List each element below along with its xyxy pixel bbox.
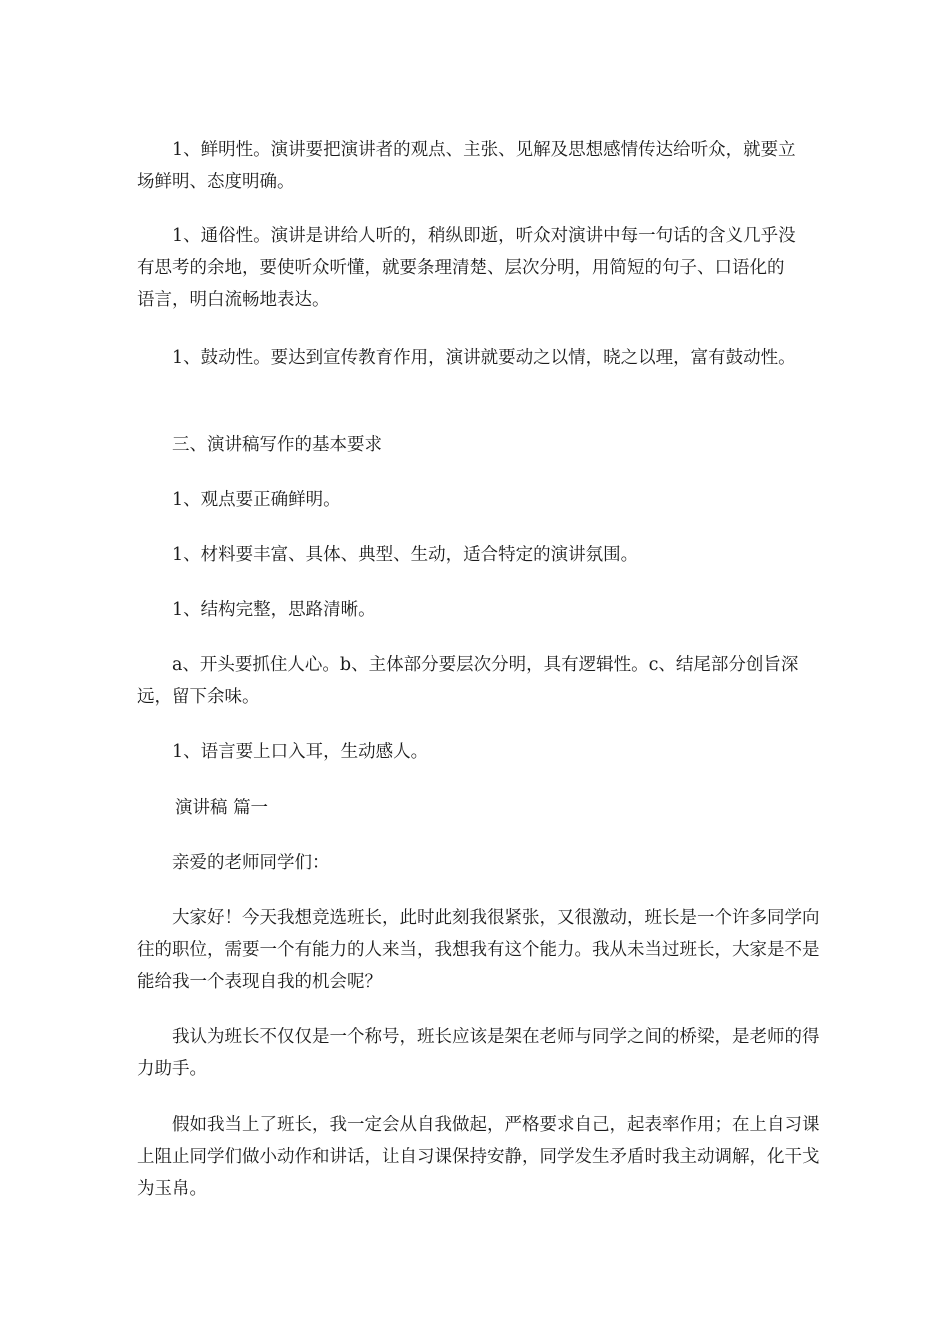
paragraph-inspiring: 1、鼓动性。要达到宣传教育作用，演讲就要动之以情，晓之以理，富有鼓动性。 [172, 348, 796, 368]
paragraph-viewpoint: 1、观点要正确鲜明。 [172, 490, 341, 510]
speech-paragraph-intro: 大家好！今天我想竞选班长，此时此刻我很紧张，又很激动，班长是一个许多同学向往的职位，需要一个有能力的人来当，我想我有这个能力。我从未当过班长，大家是不是能给我一个表现自我的机会呢？ [137, 908, 820, 992]
speech-paragraph-role: 我认为班长不仅仅是一个称号，班长应该是架在老师与同学之间的桥梁，是老师的得力助手。 [137, 1027, 820, 1079]
section-heading-requirements: 三、演讲稿写作的基本要求 [172, 435, 382, 455]
speech-paragraph-promise: 假如我当上了班长，我一定会从自我做起，严格要求自己，起表率作用；在上自习课上阻止同学们做小动作和讲话，让自习课保持安静，同学发生矛盾时我主动调解，化干戈为玉帛。 [137, 1115, 820, 1199]
paragraph-opening-body-ending: a、开头要抓住人心。b、主体部分要层次分明，具有逻辑性。c、结尾部分创旨深远，留下余味。 [137, 655, 799, 707]
section-title: 演讲稿 篇一 [175, 798, 269, 818]
speech-greeting: 亲爱的老师同学们： [172, 853, 330, 873]
paragraph-vividness: 1、鲜明性。演讲要把演讲者的观点、主张、见解及思想感情传达给听众，就要立场鲜明、态度明确。 [137, 140, 796, 192]
paragraph-material: 1、材料要丰富、具体、典型、生动，适合特定的演讲氛围。 [172, 545, 639, 565]
paragraph-language: 1、语言要上口入耳，生动感人。 [172, 742, 429, 762]
paragraph-popularity: 1、通俗性。演讲是讲给人听的，稍纵即逝，听众对演讲中每一句话的含义几乎没有思考的余地，要使听众听懂，就要条理清楚、层次分明，用简短的句子、口语化的语言，明白流畅地表达。 [137, 226, 796, 310]
paragraph-structure: 1、结构完整，思路清晰。 [172, 600, 376, 620]
